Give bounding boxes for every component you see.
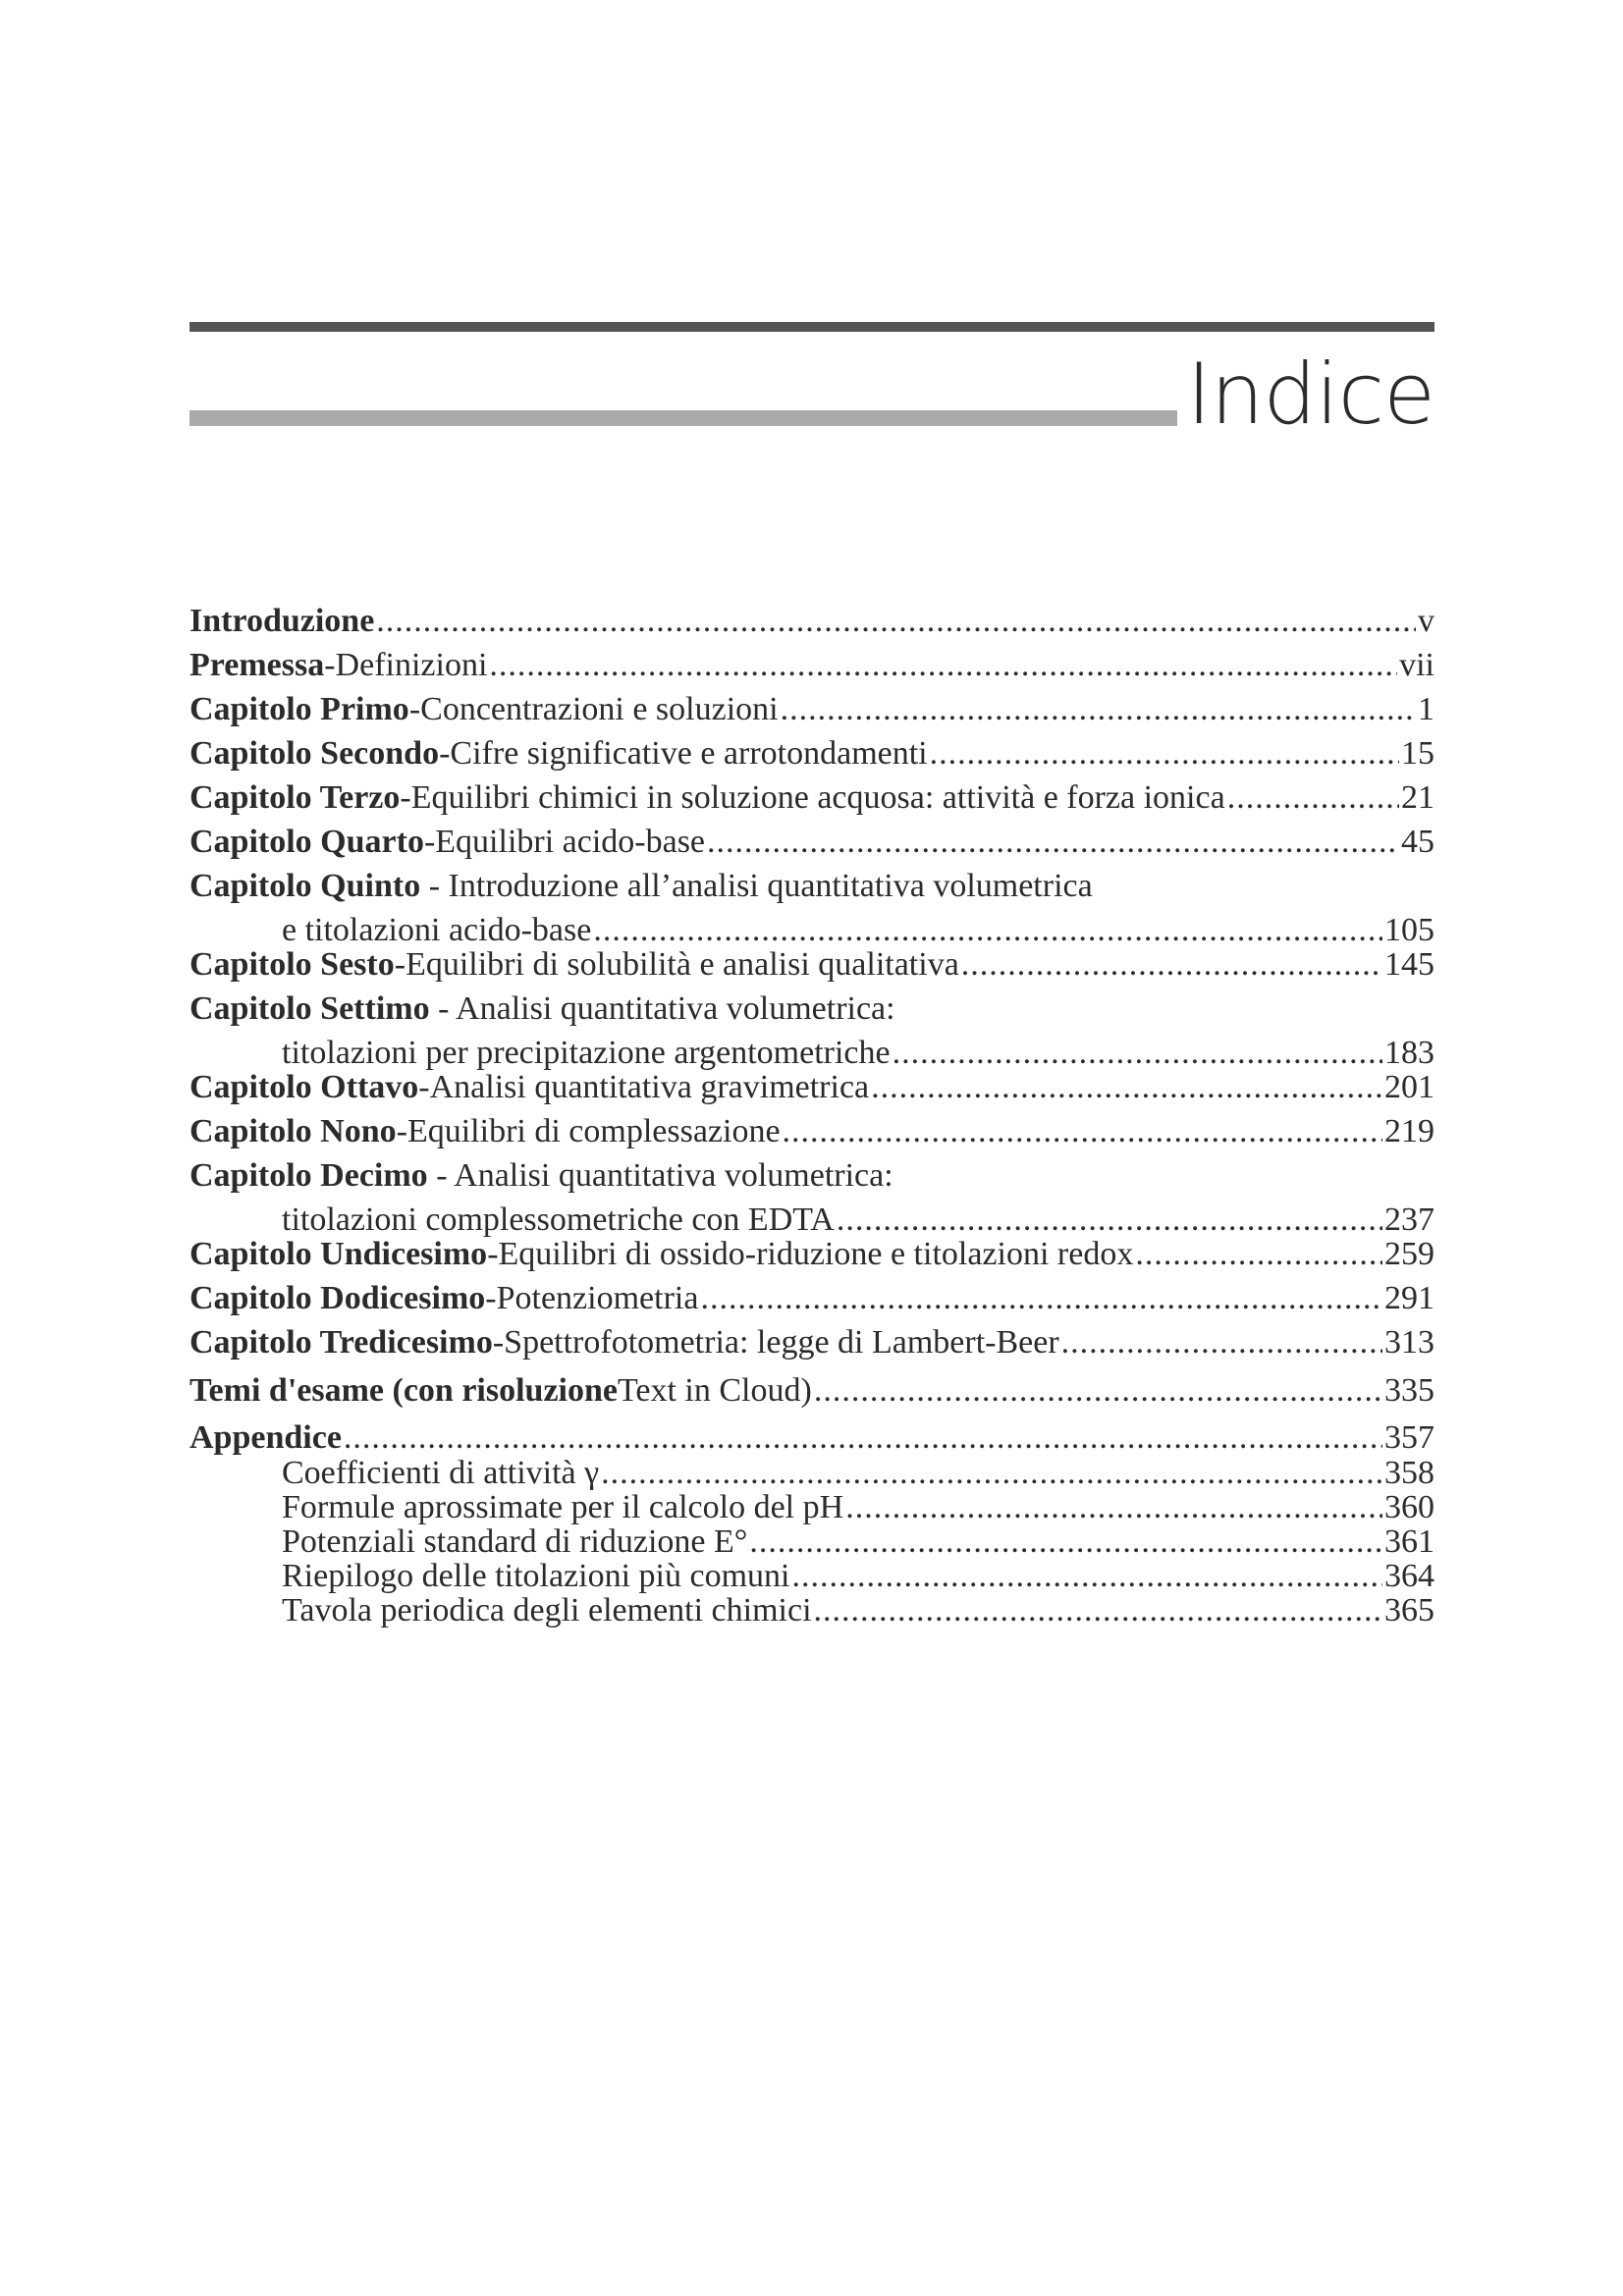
appendix-label: Riepilogo delle titolazioni più comuni: [282, 1558, 790, 1594]
page-number: 183: [1384, 1035, 1434, 1071]
appendix-entry[interactable]: [189, 1588, 1434, 1632]
dot-leader: [700, 1276, 1382, 1320]
toc-entry[interactable]: [189, 1109, 1434, 1153]
toc-entry[interactable]: [189, 864, 1434, 952]
dot-leader: [489, 643, 1397, 687]
page-number: 15: [1401, 735, 1434, 772]
chapter-topic: Equilibri di complessazione: [406, 1113, 781, 1149]
chapter-topic: Analisi quantitativa volumetrica:: [454, 1157, 893, 1194]
toc-entry-line: [189, 1588, 1434, 1632]
toc-entry-line: [189, 1232, 1434, 1276]
page-number: 313: [1384, 1324, 1434, 1361]
chapter-topic: Equilibri di solubilità e analisi qualitativa: [406, 946, 959, 983]
separator: -: [408, 691, 421, 727]
top-rule: [189, 322, 1434, 332]
toc-entry[interactable]: [189, 1153, 1434, 1242]
separator: -: [394, 946, 406, 983]
page-number: 365: [1384, 1592, 1434, 1629]
title-rule: [189, 410, 1177, 426]
dot-leader: [1135, 1232, 1382, 1276]
toc-entry[interactable]: [189, 775, 1434, 820]
toc-entry[interactable]: [189, 643, 1434, 687]
separator: -: [487, 1236, 499, 1272]
dot-leader: [814, 1368, 1382, 1413]
chapter-label: Capitolo Ottavo: [189, 1069, 419, 1105]
separator: -: [396, 1113, 407, 1149]
toc-entry-line: [189, 1320, 1434, 1364]
chapter-label: Temi d'esame (con risoluzione: [189, 1372, 618, 1409]
dot-leader: [961, 942, 1382, 987]
toc-entry-line: [189, 731, 1434, 775]
toc-entry[interactable]: [189, 731, 1434, 775]
page-number: 361: [1384, 1523, 1434, 1560]
chapter-topic: Cifre significative e arrotondamenti: [450, 735, 928, 772]
chapter-topic: Potenziometria: [496, 1280, 699, 1316]
page-number: vii: [1399, 647, 1434, 683]
appendix-label: Tavola periodica degli elementi chimici: [282, 1592, 812, 1629]
page-number: 201: [1384, 1069, 1434, 1105]
page-number: v: [1418, 603, 1434, 639]
toc-entry-line: [189, 987, 1434, 1031]
chapter-topic: Concentrazioni e soluzioni: [420, 691, 779, 727]
dot-leader: [376, 599, 1416, 643]
toc-entry[interactable]: [189, 1320, 1434, 1364]
chapter-label: Capitolo Terzo: [189, 779, 401, 816]
toc-entry[interactable]: [189, 820, 1434, 864]
chapter-topic-continued: titolazioni complessometriche con EDTA: [282, 1201, 835, 1238]
toc-entry-line: [189, 1276, 1434, 1320]
appendix-label: Coefficienti di attività γ: [282, 1455, 600, 1491]
page-number: 364: [1384, 1558, 1434, 1594]
page-number: 105: [1384, 912, 1434, 948]
chapter-topic: Spettrofotometria: legge di Lambert-Beer: [504, 1324, 1059, 1361]
chapter-label: Capitolo Undicesimo: [189, 1236, 488, 1272]
dot-leader: [814, 1588, 1382, 1632]
page-number: 259: [1384, 1236, 1434, 1272]
page-number: 335: [1384, 1372, 1434, 1409]
toc-entry[interactable]: [189, 1368, 1434, 1413]
toc-entry-line: [189, 775, 1434, 820]
page-number: 21: [1401, 779, 1434, 816]
toc-entry[interactable]: [189, 987, 1434, 1075]
separator: -: [485, 1280, 497, 1316]
toc-entry-line: [189, 1109, 1434, 1153]
chapter-topic: Equilibri chimici in soluzione acquosa: attività e forza ionica: [410, 779, 1225, 816]
separator: -: [423, 824, 436, 860]
separator: -: [427, 1157, 455, 1194]
page-number: 145: [1384, 946, 1434, 983]
separator: -: [324, 647, 336, 683]
dot-leader: [930, 731, 1399, 775]
dot-leader: [871, 1065, 1382, 1109]
chapter-topic: Analisi quantitativa gravimetrica: [429, 1069, 870, 1105]
chapter-topic: Definizioni: [335, 647, 488, 683]
dot-leader: [781, 687, 1416, 731]
chapter-label: Capitolo Dodicesimo: [189, 1280, 486, 1316]
page-number: 291: [1384, 1280, 1434, 1316]
dot-leader: [1061, 1320, 1382, 1364]
chapter-label: Capitolo Secondo: [189, 735, 440, 772]
chapter-topic: Equilibri di ossido-riduzione e titolazioni redox: [498, 1236, 1134, 1272]
chapter-topic: Text in Cloud): [618, 1372, 812, 1409]
separator: -: [420, 868, 449, 904]
separator: -: [439, 735, 451, 772]
page-number: 357: [1384, 1419, 1434, 1456]
separator: -: [400, 779, 411, 816]
chapter-label: Capitolo Primo: [189, 691, 409, 727]
chapter-label: Capitolo Sesto: [189, 946, 395, 983]
toc-entry-line: [189, 820, 1434, 864]
chapter-label: Capitolo Nono: [189, 1113, 397, 1149]
chapter-label: Capitolo Tredicesimo: [189, 1324, 493, 1361]
page-title: Indice: [1186, 346, 1434, 444]
appendix-label: Potenziali standard di riduzione E°: [282, 1523, 748, 1560]
chapter-label: Capitolo Decimo: [189, 1157, 428, 1194]
chapter-label: Capitolo Settimo: [189, 990, 430, 1027]
toc-entry[interactable]: [189, 1232, 1434, 1276]
chapter-topic: Equilibri acido-base: [435, 824, 706, 860]
page-number: 237: [1384, 1201, 1434, 1238]
dot-leader: [1227, 775, 1399, 820]
toc-entry[interactable]: [189, 1276, 1434, 1320]
page-number: 1: [1418, 691, 1434, 727]
chapter-label: Introduzione: [189, 603, 375, 639]
toc-entry[interactable]: [189, 942, 1434, 987]
chapter-label: Appendice: [189, 1419, 342, 1456]
dot-leader: [783, 1109, 1382, 1153]
toc-entry-line: [189, 864, 1434, 908]
chapter-topic: Introduzione all’analisi quantitativa volumetrica: [448, 868, 1093, 904]
toc-entry-line: [189, 942, 1434, 987]
page-number: 358: [1384, 1455, 1434, 1491]
page-number: 360: [1384, 1489, 1434, 1525]
separator: -: [418, 1069, 430, 1105]
page-number: 219: [1384, 1113, 1434, 1149]
chapter-topic-continued: e titolazioni acido-base: [282, 912, 592, 948]
toc-entry[interactable]: [189, 1065, 1434, 1109]
dot-leader: [707, 820, 1399, 864]
toc-entry-line: [189, 1368, 1434, 1413]
toc-entry-line: [189, 599, 1434, 643]
appendix-label: Formule aprossimate per il calcolo del pH: [282, 1489, 844, 1525]
chapter-label: Capitolo Quinto: [189, 868, 421, 904]
chapter-topic: Analisi quantitativa volumetrica:: [456, 990, 895, 1027]
chapter-label: Capitolo Quarto: [189, 824, 424, 860]
separator: -: [492, 1324, 505, 1361]
toc-entry-line: [189, 1153, 1434, 1198]
toc-entry-line: [189, 687, 1434, 731]
page-number: 45: [1401, 824, 1434, 860]
toc-entry[interactable]: [189, 687, 1434, 731]
chapter-label: Premessa: [189, 647, 325, 683]
chapter-topic-continued: titolazioni per precipitazione argentometriche: [282, 1035, 891, 1071]
toc-entry-line: [189, 643, 1434, 687]
toc-entry-line: [189, 1065, 1434, 1109]
toc-entry[interactable]: [189, 599, 1434, 643]
separator: -: [429, 990, 457, 1027]
